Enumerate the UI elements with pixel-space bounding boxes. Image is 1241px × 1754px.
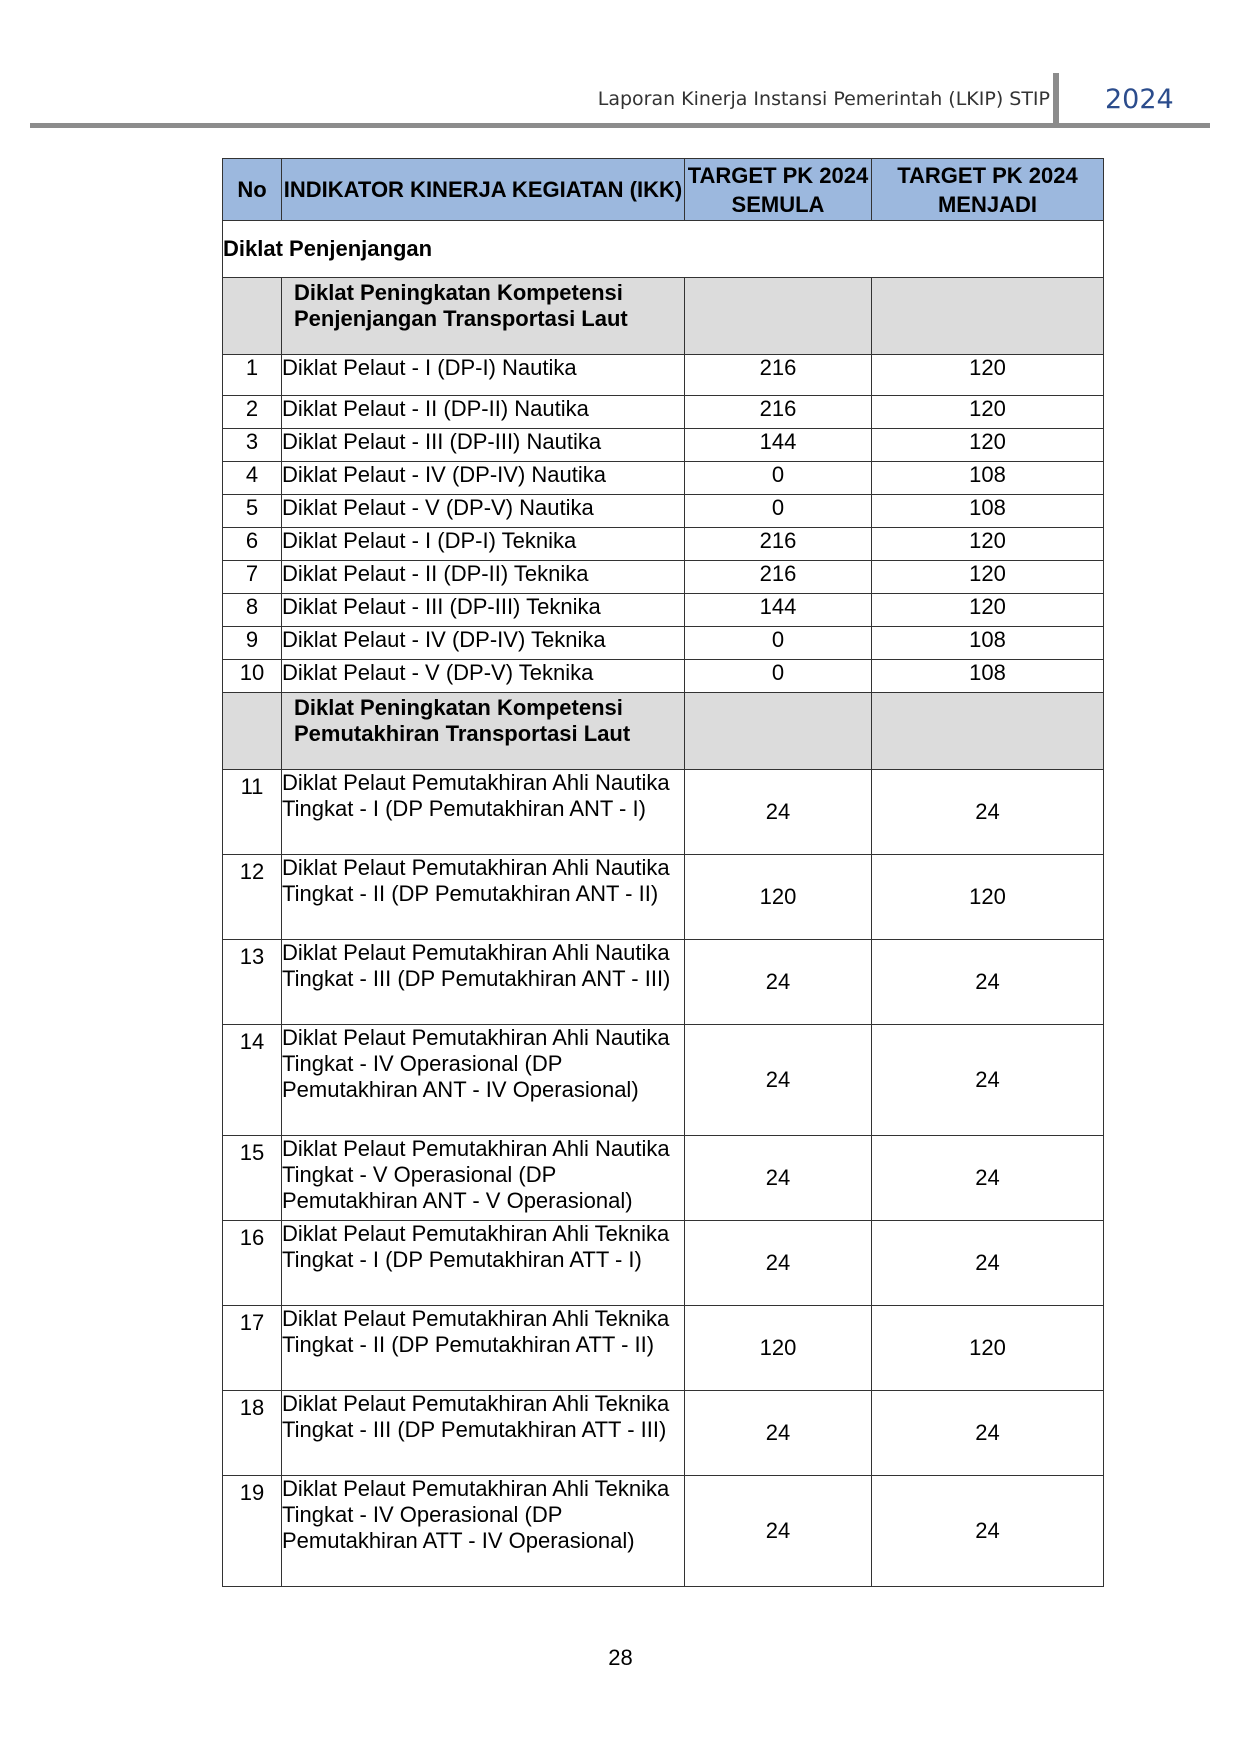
row-target-semula: 144 bbox=[685, 429, 872, 462]
row-target-menjadi: 120 bbox=[872, 594, 1104, 627]
table-row bbox=[223, 855, 1104, 940]
row-target-semula: 144 bbox=[685, 594, 872, 627]
row-target-menjadi: 120 bbox=[872, 561, 1104, 594]
table-body bbox=[223, 221, 1104, 1587]
row-number: 5 bbox=[223, 495, 282, 528]
row-number: 8 bbox=[223, 594, 282, 627]
row-target-semula: 216 bbox=[685, 528, 872, 561]
row-number: 3 bbox=[223, 429, 282, 462]
subsection-no-cell bbox=[223, 693, 282, 770]
row-indicator: Diklat Pelaut - IV (DP-IV) Teknika bbox=[282, 627, 685, 660]
row-target-menjadi: 108 bbox=[872, 462, 1104, 495]
row-target-menjadi: 120 bbox=[872, 1306, 1104, 1391]
row-target-semula: 24 bbox=[685, 1221, 872, 1306]
row-target-menjadi: 108 bbox=[872, 495, 1104, 528]
row-indicator: Diklat Pelaut - II (DP-II) Teknika bbox=[282, 561, 685, 594]
section-row bbox=[223, 221, 1104, 278]
subsection-title: Diklat Peningkatan Kompetensi Penjenjangan Transportasi Laut bbox=[282, 278, 685, 355]
section-title: Diklat Penjenjangan bbox=[223, 221, 1104, 278]
row-indicator: Diklat Pelaut - III (DP-III) Teknika bbox=[282, 594, 685, 627]
row-number: 6 bbox=[223, 528, 282, 561]
table-row bbox=[223, 594, 1104, 627]
table-row bbox=[223, 627, 1104, 660]
row-number: 13 bbox=[223, 940, 282, 1025]
row-target-menjadi: 24 bbox=[872, 1221, 1104, 1306]
page-header bbox=[30, 70, 1210, 130]
ikk-table bbox=[222, 158, 1104, 1587]
row-indicator: Diklat Pelaut - IV (DP-IV) Nautika bbox=[282, 462, 685, 495]
table-row bbox=[223, 1221, 1104, 1306]
report-year: 2024 bbox=[1105, 84, 1174, 115]
table-row bbox=[223, 660, 1104, 693]
row-target-semula: 24 bbox=[685, 1476, 872, 1587]
col-header-no: No bbox=[223, 159, 282, 221]
row-number: 19 bbox=[223, 1476, 282, 1587]
row-number: 12 bbox=[223, 855, 282, 940]
row-number: 2 bbox=[223, 396, 282, 429]
subsection-row bbox=[223, 278, 1104, 355]
table-row bbox=[223, 1136, 1104, 1221]
row-target-semula: 0 bbox=[685, 660, 872, 693]
row-target-semula: 24 bbox=[685, 1136, 872, 1221]
row-target-menjadi: 108 bbox=[872, 660, 1104, 693]
subsection-no-cell bbox=[223, 278, 282, 355]
row-number: 15 bbox=[223, 1136, 282, 1221]
row-indicator: Diklat Pelaut Pemutakhiran Ahli Teknika Tingkat - I (DP Pemutakhiran ATT - I) bbox=[282, 1221, 685, 1306]
row-indicator: Diklat Pelaut Pemutakhiran Ahli Teknika Tingkat - II (DP Pemutakhiran ATT - II) bbox=[282, 1306, 685, 1391]
col-header-target-menjadi: TARGET PK 2024 MENJADI bbox=[872, 159, 1104, 221]
report-title: Laporan Kinerja Instansi Pemerintah (LKIP) STIP bbox=[597, 88, 1050, 110]
row-number: 4 bbox=[223, 462, 282, 495]
table-row bbox=[223, 429, 1104, 462]
table-row bbox=[223, 1306, 1104, 1391]
row-target-menjadi: 108 bbox=[872, 627, 1104, 660]
row-number: 17 bbox=[223, 1306, 282, 1391]
row-number: 11 bbox=[223, 770, 282, 855]
row-target-menjadi: 24 bbox=[872, 1025, 1104, 1136]
row-indicator: Diklat Pelaut - III (DP-III) Nautika bbox=[282, 429, 685, 462]
row-target-menjadi: 24 bbox=[872, 1136, 1104, 1221]
header-rule bbox=[30, 123, 1210, 128]
row-number: 1 bbox=[223, 355, 282, 396]
subsection-semula-cell bbox=[685, 693, 872, 770]
header-divider bbox=[1053, 73, 1059, 125]
table-header-row bbox=[223, 159, 1104, 221]
col-header-indicator: INDIKATOR KINERJA KEGIATAN (IKK) bbox=[282, 159, 685, 221]
row-indicator: Diklat Pelaut Pemutakhiran Ahli Teknika Tingkat - III (DP Pemutakhiran ATT - III) bbox=[282, 1391, 685, 1476]
row-target-menjadi: 24 bbox=[872, 1391, 1104, 1476]
table-row bbox=[223, 561, 1104, 594]
table-row bbox=[223, 1476, 1104, 1587]
row-target-semula: 0 bbox=[685, 495, 872, 528]
table-row bbox=[223, 396, 1104, 429]
row-target-menjadi: 120 bbox=[872, 396, 1104, 429]
row-target-semula: 120 bbox=[685, 855, 872, 940]
row-number: 16 bbox=[223, 1221, 282, 1306]
row-indicator: Diklat Pelaut Pemutakhiran Ahli Nautika Tingkat - I (DP Pemutakhiran ANT - I) bbox=[282, 770, 685, 855]
row-target-menjadi: 120 bbox=[872, 528, 1104, 561]
row-number: 10 bbox=[223, 660, 282, 693]
row-number: 18 bbox=[223, 1391, 282, 1476]
row-indicator: Diklat Pelaut - II (DP-II) Nautika bbox=[282, 396, 685, 429]
row-target-menjadi: 120 bbox=[872, 429, 1104, 462]
table-row bbox=[223, 355, 1104, 396]
row-indicator: Diklat Pelaut - V (DP-V) Nautika bbox=[282, 495, 685, 528]
row-target-semula: 24 bbox=[685, 1025, 872, 1136]
row-target-semula: 216 bbox=[685, 396, 872, 429]
row-indicator: Diklat Pelaut - I (DP-I) Nautika bbox=[282, 355, 685, 396]
subsection-menjadi-cell bbox=[872, 278, 1104, 355]
row-target-menjadi: 120 bbox=[872, 855, 1104, 940]
page-number: 28 bbox=[608, 1645, 633, 1670]
row-indicator: Diklat Pelaut - V (DP-V) Teknika bbox=[282, 660, 685, 693]
table-row bbox=[223, 940, 1104, 1025]
table-row bbox=[223, 1025, 1104, 1136]
row-target-menjadi: 120 bbox=[872, 355, 1104, 396]
row-number: 14 bbox=[223, 1025, 282, 1136]
row-target-semula: 24 bbox=[685, 940, 872, 1025]
row-target-menjadi: 24 bbox=[872, 770, 1104, 855]
subsection-semula-cell bbox=[685, 278, 872, 355]
table-row bbox=[223, 528, 1104, 561]
subsection-row bbox=[223, 693, 1104, 770]
subsection-title: Diklat Peningkatan Kompetensi Pemutakhiran Transportasi Laut bbox=[282, 693, 685, 770]
row-indicator: Diklat Pelaut Pemutakhiran Ahli Nautika Tingkat - III (DP Pemutakhiran ANT - III) bbox=[282, 940, 685, 1025]
table-row bbox=[223, 495, 1104, 528]
row-target-menjadi: 24 bbox=[872, 1476, 1104, 1587]
row-indicator: Diklat Pelaut Pemutakhiran Ahli Nautika Tingkat - IV Operasional (DP Pemutakhiran ANT - IV Operasional) bbox=[282, 1025, 685, 1136]
row-target-semula: 120 bbox=[685, 1306, 872, 1391]
table-row bbox=[223, 1391, 1104, 1476]
row-indicator: Diklat Pelaut - I (DP-I) Teknika bbox=[282, 528, 685, 561]
col-header-target-semula: TARGET PK 2024 SEMULA bbox=[685, 159, 872, 221]
row-number: 9 bbox=[223, 627, 282, 660]
row-target-semula: 216 bbox=[685, 355, 872, 396]
row-target-semula: 0 bbox=[685, 462, 872, 495]
row-number: 7 bbox=[223, 561, 282, 594]
table-row bbox=[223, 462, 1104, 495]
row-target-semula: 0 bbox=[685, 627, 872, 660]
row-indicator: Diklat Pelaut Pemutakhiran Ahli Nautika Tingkat - II (DP Pemutakhiran ANT - II) bbox=[282, 855, 685, 940]
table-row bbox=[223, 770, 1104, 855]
row-target-semula: 24 bbox=[685, 770, 872, 855]
row-target-semula: 24 bbox=[685, 1391, 872, 1476]
row-indicator: Diklat Pelaut Pemutakhiran Ahli Teknika Tingkat - IV Operasional (DP Pemutakhiran ATT - IV Operasional) bbox=[282, 1476, 685, 1587]
row-target-menjadi: 24 bbox=[872, 940, 1104, 1025]
row-indicator: Diklat Pelaut Pemutakhiran Ahli Nautika Tingkat - V Operasional (DP Pemutakhiran ANT - V Operasional) bbox=[282, 1136, 685, 1221]
row-target-semula: 216 bbox=[685, 561, 872, 594]
subsection-menjadi-cell bbox=[872, 693, 1104, 770]
